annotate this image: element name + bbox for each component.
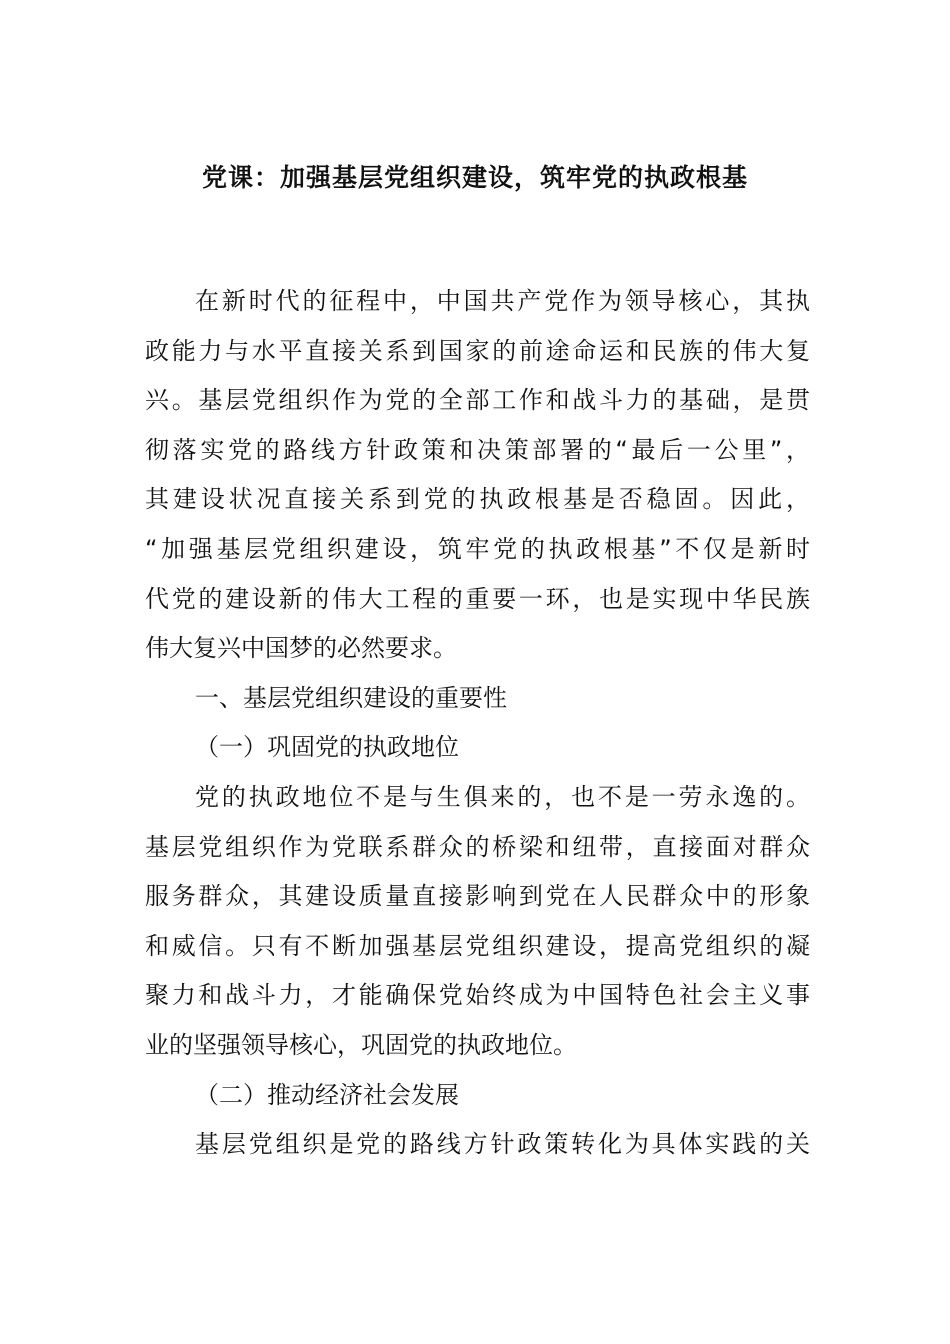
paragraph-line: 彻落实党的路线方针政策和决策部署的“最后一公里”， <box>145 435 810 464</box>
paragraph-line: 代党的建设新的伟大工程的重要一环，也是实现中华民族 <box>145 584 810 613</box>
paragraph-line: 兴。基层党组织作为党的全部工作和战斗力的基础，是贯 <box>145 386 810 415</box>
paragraph-line: 在新时代的征程中，中国共产党作为领导核心，其执 <box>195 287 810 315</box>
paragraph-line: 和威信。只有不断加强基层党组织建设，提高党组织的凝 <box>145 931 810 960</box>
document-title: 党课：加强基层党组织建设，筑牢党的执政根基 <box>201 163 748 192</box>
paragraph-line: 业的坚强领导核心，巩固党的执政地位。 <box>145 1030 577 1059</box>
paragraph-line: “加强基层党组织建设，筑牢党的执政根基”不仅是新时 <box>145 534 810 563</box>
paragraph-line: 聚力和战斗力，才能确保党始终成为中国特色社会主义事 <box>145 981 810 1010</box>
section-heading: 一、基层党组织建设的重要性 <box>195 683 507 712</box>
paragraph-line: 伟大复兴中国梦的必然要求。 <box>145 634 457 663</box>
paragraph-line: 服务群众，其建设质量直接影响到党在人民群众中的形象 <box>145 882 810 911</box>
paragraph-line: 政能力与水平直接关系到国家的前途命运和民族的伟大复 <box>145 336 810 365</box>
document-body <box>145 277 810 1170</box>
paragraph-line: 党的执政地位不是与生俱来的，也不是一劳永逸的。 <box>195 782 810 811</box>
subsection-heading: （二）推动经济社会发展 <box>195 1080 459 1109</box>
paragraph-line: 基层党组织是党的路线方针政策转化为具体实践的关 <box>195 1130 810 1159</box>
subsection-heading: （一）巩固党的执政地位 <box>195 733 459 762</box>
paragraph-line: 其建设状况直接关系到党的执政根基是否稳固。因此， <box>145 485 810 514</box>
paragraph-line: 基层党组织作为党联系群众的桥梁和纽带，直接面对群众 <box>145 832 810 861</box>
